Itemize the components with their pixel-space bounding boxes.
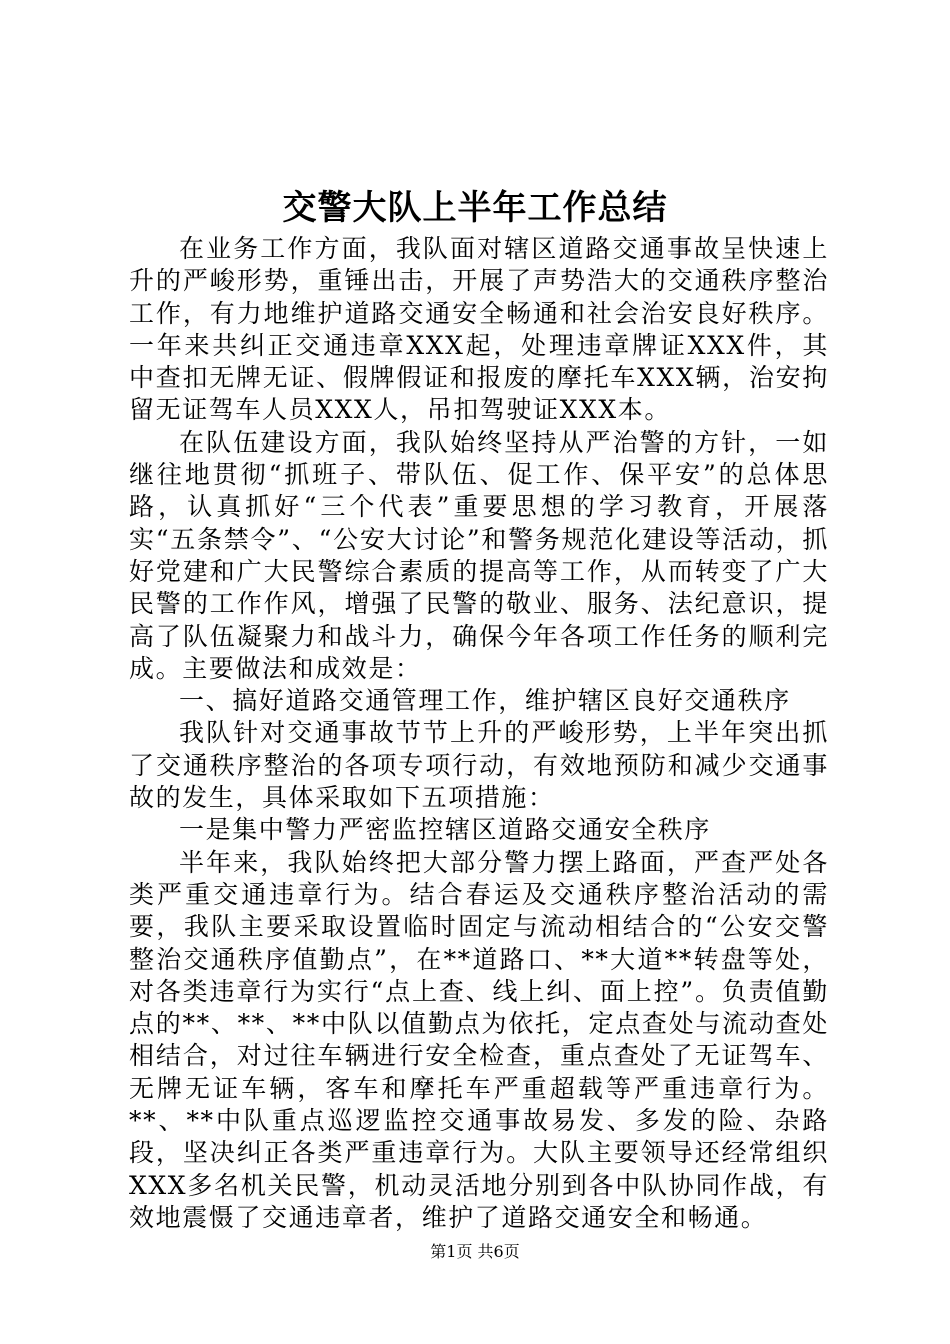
subheading-police-monitoring: 一是集中警力严密监控辖区道路交通安全秩序 — [179, 815, 712, 845]
page-number-footer: 第1页 共6页 — [430, 1242, 520, 1261]
document-body — [129, 233, 829, 1234]
paragraph-traffic-measures: 我队针对交通事故节节上升的严峻形势，上半年突出抓了交通秩序整治的各项专项行动，有效地预防和减少交通事故的发生，具体采取如下五项措施： — [129, 718, 829, 813]
paragraph-half-year-work: 半年来，我队始终把大部分警力摆上路面，严查严处各类严重交通违章行为。结合春运及交通秩序整治活动的需要，我队主要采取设置临时固定与流动相结合的“公安交警整治交通秩序值勤点”，在**道路口、**大道**转盘等处，对各类违章行为实行“点上查、线上纠、面上控”。负责值勤点的**、**、**中队以值勤点为依托，定点查处与流动查处相结合，对过往车辆进行安全检查，重点查处了无证驾车、无牌无证车辆，客车和摩托车严重超载等严重违章行为。**、**中队重点巡逻监控交通事故易发、多发的险、杂路段，坚决纠正各类严重违章行为。大队主要领导还经常组织XXX多名机关民警，机动灵活地分别到各中队协同作战，有效地震慑了交通违章者，维护了道路交通安全和畅通。 — [129, 847, 829, 1232]
document-title: 交警大队上半年工作总结 — [282, 188, 668, 228]
paragraph-team-building: 在队伍建设方面，我队始终坚持从严治警的方针，一如继往地贯彻“抓班子、带队伍、促工作、保平安”的总体思路，认真抓好“三个代表”重要思想的学习教育，开展落实“五条禁令”、“公安大讨论”和警务规范化建设等活动，抓好党建和广大民警综合素质的提高等工作，从而转变了广大民警的工作作风，增强了民警的敬业、服务、法纪意识，提高了队伍凝聚力和战斗力，确保今年各项工作任务的顺利完成。主要做法和成效是： — [129, 427, 829, 683]
section-heading-traffic-management: 一、搞好道路交通管理工作，维护辖区良好交通秩序 — [179, 686, 791, 716]
paragraph-business-work: 在业务工作方面，我队面对辖区道路交通事故呈快速上升的严峻形势，重锤出击，开展了声势浩大的交通秩序整治工作，有力地维护道路交通安全畅通和社会治安良好秩序。一年来共纠正交通违章XXX起，处理违章牌证XXX件，其中查扣无牌无证、假牌假证和报废的摩托车XXX辆，治安拘留无证驾车人员XXX人，吊扣驾驶证XXX本。 — [129, 234, 829, 425]
